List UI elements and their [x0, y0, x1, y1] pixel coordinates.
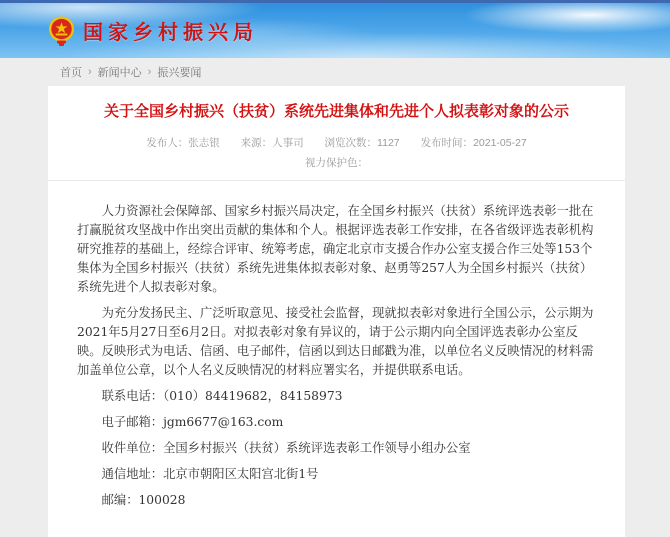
meta-publisher [146, 137, 220, 149]
meta-publisher-value: 张志银 [188, 137, 220, 149]
meta-source-value: 人事司 [272, 137, 304, 149]
national-emblem-icon [48, 16, 75, 46]
breadcrumb-revitalization-news[interactable]: 振兴要闻 [157, 67, 202, 79]
recipient-unit-line: 收件单位：全国乡村振兴（扶贫）系统评选表彰工作领导小组办公室 [101, 441, 471, 455]
breadcrumb-home[interactable]: 首页 [60, 67, 82, 79]
breadcrumb-separator-icon: › [88, 66, 92, 78]
meta-publisher-label: 发布人： [146, 137, 189, 149]
article-meta [77, 136, 596, 150]
article-body [77, 181, 596, 510]
contact-phone-line: 联系电话：（010）84419682，84158973 [101, 389, 343, 403]
meta-views-value: 1127 [377, 137, 400, 149]
meta-date [421, 137, 527, 149]
meta-date-value: 2021-05-27 [473, 137, 527, 149]
meta-source [241, 137, 304, 149]
meta-date-label: 发布时间： [420, 137, 474, 149]
eye-protection-row [77, 156, 596, 170]
site-header [0, 3, 670, 58]
meta-source-label: 来源： [240, 137, 273, 149]
mail-address-line: 通信地址：北京市朝阳区太阳宫北街1号 [101, 467, 319, 481]
breadcrumb-separator-icon: › [147, 66, 152, 78]
meta-views [325, 137, 400, 149]
breadcrumb [0, 58, 670, 86]
article-card [48, 86, 625, 537]
article-paragraph: 人力资源社会保障部、国家乡村振兴局决定，在全国乡村振兴（扶贫）系统评选表彰一批在打赢脱贫攻坚战中作出突出贡献的集体和个人。根据评选表彰工作安排，在各省级评选表彰机构研究推荐的基础上，经综合评审、统筹考虑，确定北京市支援合作办公室支援合作三处等153个集体为全国乡村振兴（扶贫）系统先进集体拟表彰对象、赵勇等257人为全国乡村振兴（扶贫）系统先进个人拟表彰对象。 [77, 204, 594, 294]
article-paragraph: 为充分发扬民主、广泛听取意见、接受社会监督，现就拟表彰对象进行全国公示，公示期为2021年5月27日至6月2日。对拟表彰对象有异议的，请于公示期内向全国评选表彰办公室反映。反映形式为电话、信函、电子邮件，信函以到达日邮戳为准，以单位名义反映情况的材料需加盖单位公章，以个人名义反映情况的材料应署实名，并提供联系电话。 [77, 306, 594, 377]
postal-code-line: 邮编：100028 [101, 493, 186, 507]
eye-protection-label: 视力保护色： [305, 157, 368, 169]
site-title[interactable]: 国家乡村振兴局 [83, 22, 258, 44]
article-title: 关于全国乡村振兴（扶贫）系统先进集体和先进个人拟表彰对象的公示 [103, 103, 569, 120]
contact-email-line: 电子邮箱：jgm6677@163.com [101, 415, 284, 429]
meta-views-label: 浏览次数： [324, 137, 378, 149]
breadcrumb-news-center[interactable]: 新闻中心 [97, 67, 142, 79]
site-logo[interactable] [48, 16, 258, 46]
